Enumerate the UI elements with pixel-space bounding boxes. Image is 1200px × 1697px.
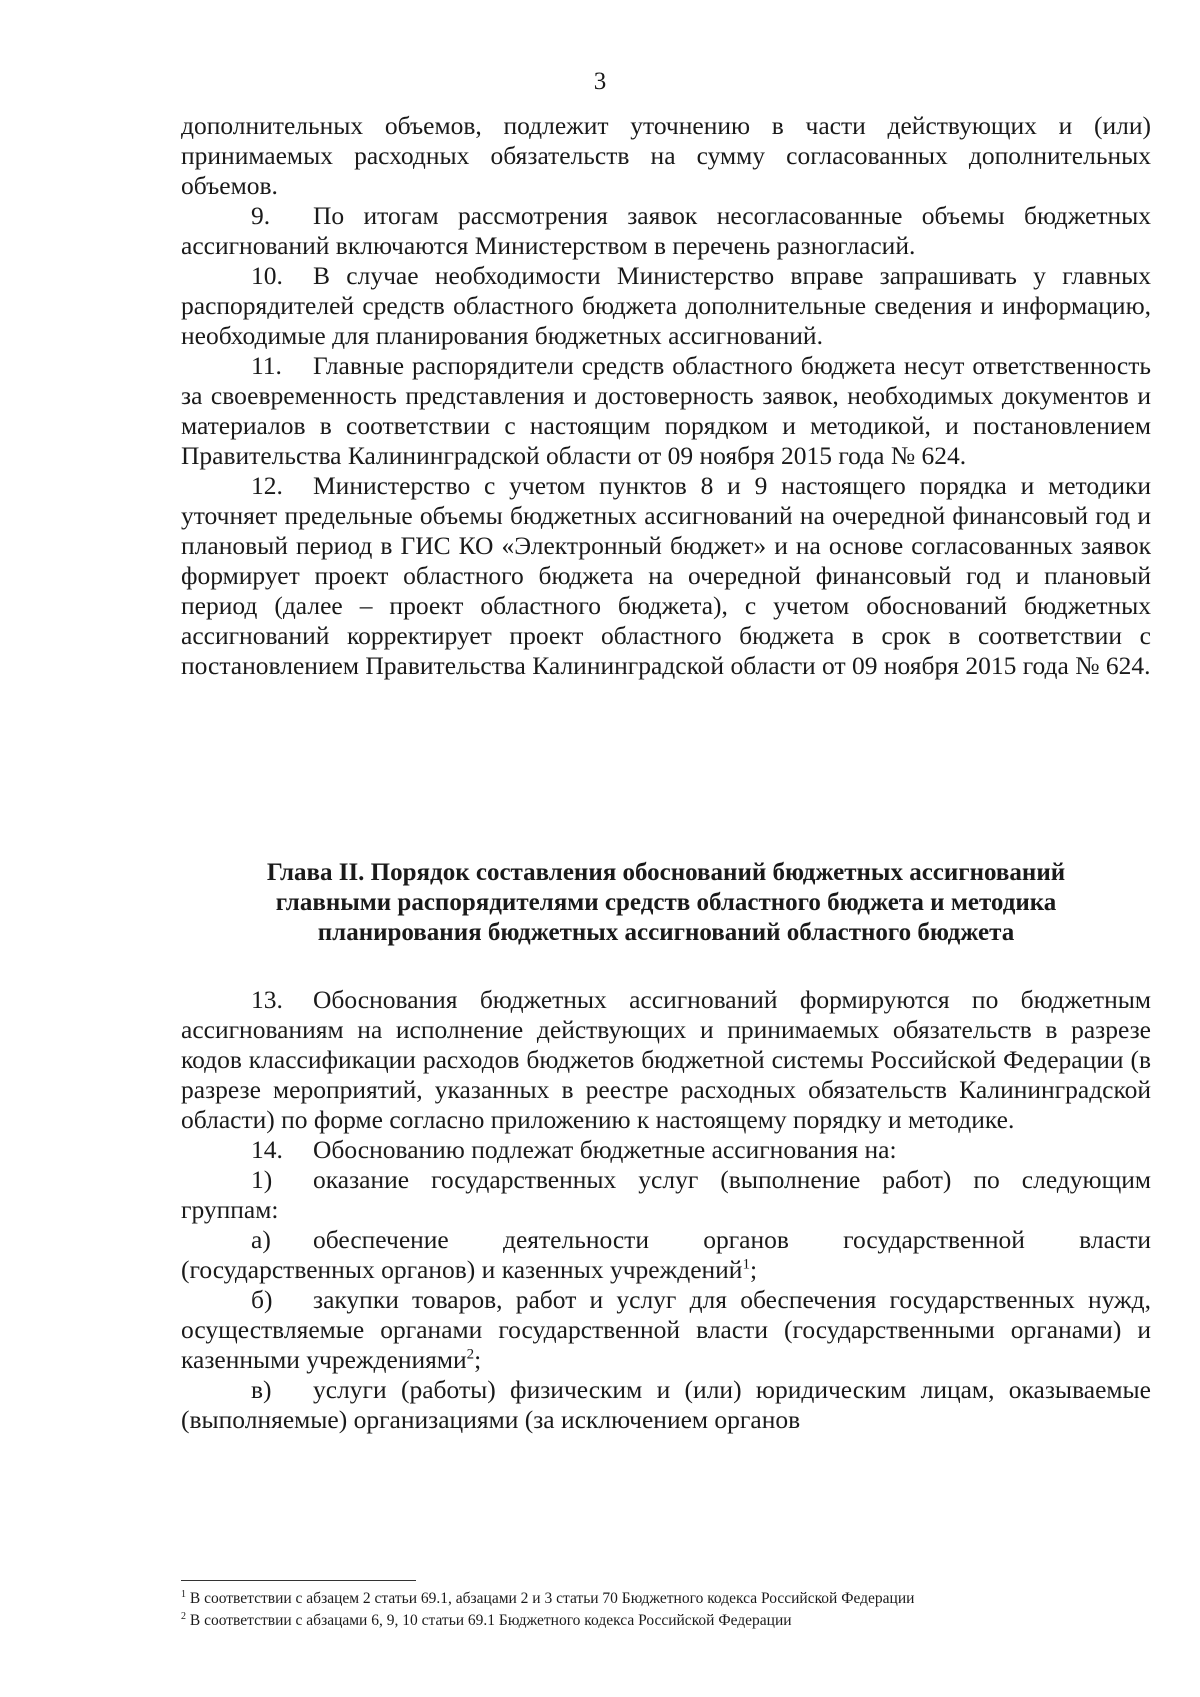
footnote-ref: 1 bbox=[742, 1256, 750, 1273]
chapter-heading-line: Глава II. Порядок составления обоснований бюджетных ассигнований bbox=[266, 859, 1066, 886]
body-text-bottom bbox=[181, 985, 1151, 1435]
item-number: 1) bbox=[251, 1165, 273, 1194]
item-text: закупки товаров, работ и услуг для обеспечения государственных нужд, осуществляемые органами государственной власти (государственными органами) и казенными учреждениями bbox=[181, 1285, 1151, 1374]
item-punct: ; bbox=[474, 1345, 482, 1374]
item-text: услуги (работы) физическим и (или) юридическим лицам, оказываемые (выполняемые) организациями (за исключением органов bbox=[181, 1375, 1151, 1434]
paragraph-text: В случае необходимости Министерство вправе запрашивать у главных распорядителей средств областного бюджета дополнительные сведения и информацию, необходимые для планирования бюджетных ассигнований. bbox=[181, 261, 1151, 350]
item-text: оказание государственных услуг (выполнение работ) по следующим группам: bbox=[181, 1165, 1151, 1224]
paragraph-13 bbox=[181, 985, 1151, 1135]
paragraph-continued bbox=[181, 111, 1151, 201]
paragraph-9 bbox=[181, 201, 1151, 261]
paragraph-number: 11. bbox=[251, 351, 282, 380]
chapter-heading-line: планирования бюджетных ассигнований областного бюджета bbox=[317, 919, 1015, 946]
footnote-2 bbox=[181, 1610, 1151, 1632]
paragraph-number: 10. bbox=[251, 261, 283, 290]
footnote-ref: 2 bbox=[466, 1346, 475, 1363]
paragraph-text: Обоснования бюджетных ассигнований формируются по бюджетным ассигнованиям на исполнение действующих и принимаемых обязательств в разрезе кодов классификации расходов бюджетов бюджетной системы Российской Федерации (в разрезе мероприятий, указанных в реестре расходных обязательств Калининградской области) по форме согласно приложению к настоящему порядку и методике. bbox=[181, 985, 1151, 1134]
footnote-text: В соответствии с абзацами 6, 9, 10 статьи 69.1 Бюджетного кодекса Российской Федерации bbox=[186, 1612, 792, 1629]
page-number: 3 bbox=[593, 68, 607, 95]
paragraph-text: дополнительных объемов, подлежит уточнению в части действующих и (или) принимаемых расходных обязательств на сумму согласованных дополнительных объемов. bbox=[181, 111, 1151, 200]
chapter-heading-line: главными распорядителями средств областного бюджета и методика bbox=[275, 889, 1057, 916]
footnote-mark: 1 bbox=[181, 1588, 186, 1600]
subitem-v bbox=[181, 1375, 1151, 1435]
paragraph-text: Главные распорядители средств областного бюджета несут ответственность за своевременность представления и достоверность заявок, необходимых документов и материалов в соответствии с настоящим порядком и методикой, и постановлением Правительства Калининградской области от 09 ноября 2015 года № 624. bbox=[181, 351, 1151, 470]
paragraph-number: 9. bbox=[251, 201, 271, 230]
paragraph-number: 12. bbox=[251, 471, 283, 500]
subitem-a bbox=[181, 1225, 1151, 1285]
item-letter: а) bbox=[251, 1225, 271, 1254]
paragraph-10 bbox=[181, 261, 1151, 351]
footnote-mark: 2 bbox=[181, 1610, 186, 1622]
paragraph-11 bbox=[181, 351, 1151, 471]
item-letter: б) bbox=[251, 1285, 273, 1314]
paragraph-12 bbox=[181, 471, 1151, 681]
footnote-divider bbox=[181, 1580, 416, 1581]
paragraph-text: По итогам рассмотрения заявок несогласованные объемы бюджетных ассигнований включаются Министерством в перечень разногласий. bbox=[181, 201, 1151, 260]
body-text-top bbox=[181, 111, 1151, 681]
chapter-heading bbox=[181, 858, 1151, 948]
paragraph-number: 13. bbox=[251, 985, 283, 1014]
footnote-text: В соответствии с абзацем 2 статьи 69.1, абзацами 2 и 3 статьи 70 Бюджетного кодекса Российской Федерации bbox=[186, 1590, 915, 1607]
footnotes bbox=[181, 1588, 1151, 1632]
item-text: обеспечение деятельности органов государственной власти (государственных органов) и казенных учреждений bbox=[181, 1225, 1151, 1284]
footnote-1 bbox=[181, 1588, 1151, 1610]
item-punct: ; bbox=[749, 1255, 758, 1284]
item-letter: в) bbox=[251, 1375, 272, 1404]
paragraph-number: 14. bbox=[251, 1135, 283, 1164]
paragraph-text: Обоснованию подлежат бюджетные ассигнования на: bbox=[313, 1135, 897, 1164]
subitem-b bbox=[181, 1285, 1151, 1375]
subitem-1 bbox=[181, 1165, 1151, 1225]
paragraph-14 bbox=[181, 1135, 1151, 1165]
paragraph-text: Министерство с учетом пунктов 8 и 9 настоящего порядка и методики уточняет предельные объемы бюджетных ассигнований на очередной финансовый год и плановый период в ГИС КО «Электронный бюджет» и на основе согласованных заявок формирует проект областного бюджета на очередной финансовый год и плановый период (далее – проект областного бюджета), с учетом обоснований бюджетных ассигнований корректирует проект областного бюджета в срок в соответствии с постановлением Правительства Калининградской области от 09 ноября 2015 года № 624. bbox=[181, 471, 1151, 680]
